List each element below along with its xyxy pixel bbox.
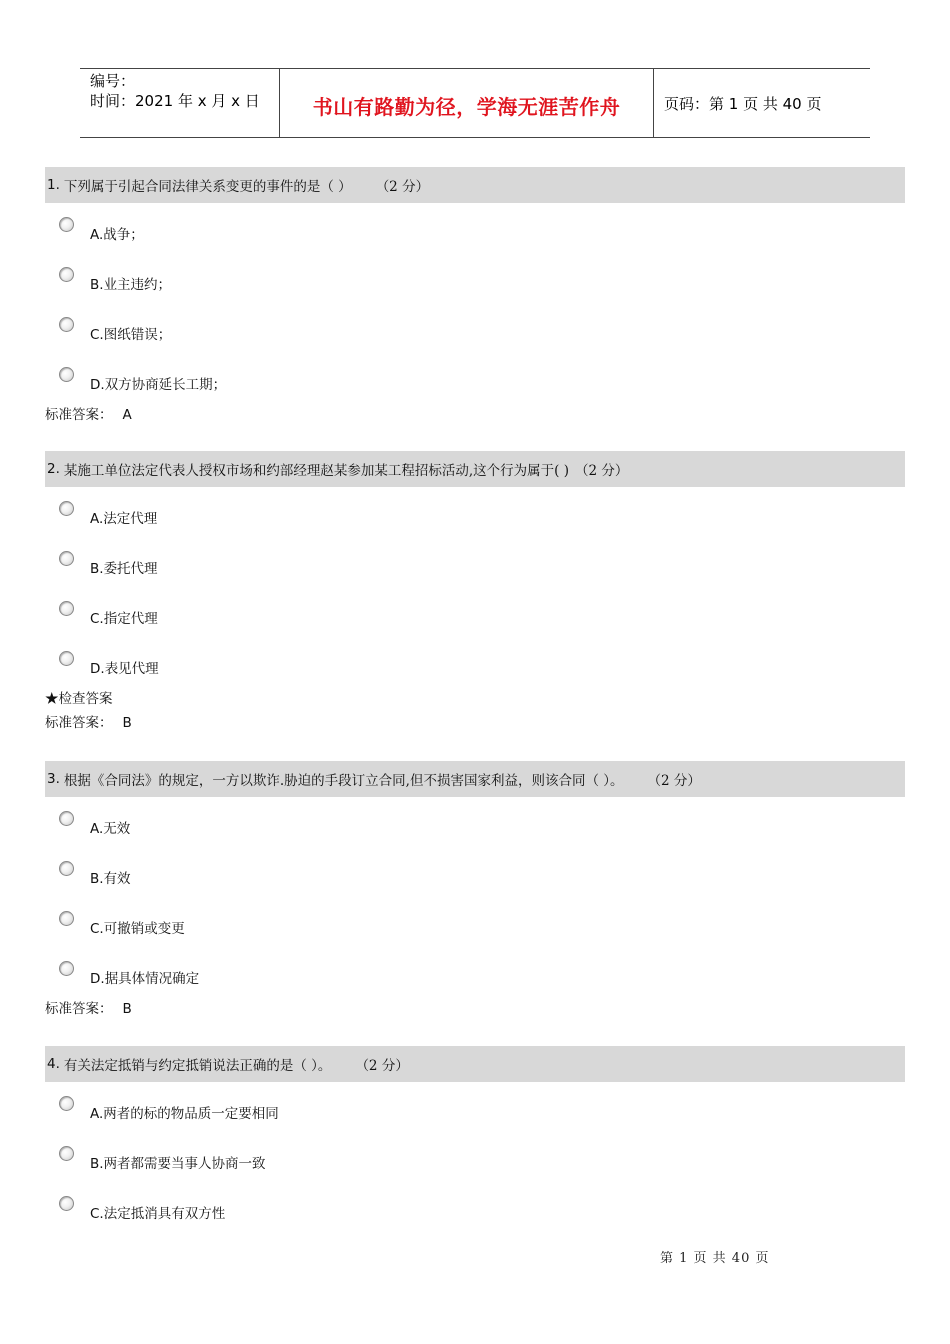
option-label: 法定代理 xyxy=(103,511,158,527)
option-letter: B. xyxy=(90,1156,104,1172)
radio-button[interactable] xyxy=(59,1096,74,1111)
answer-value: B xyxy=(122,1001,132,1017)
option-b[interactable] xyxy=(45,537,905,587)
header-meta xyxy=(80,69,280,137)
radio-button[interactable] xyxy=(59,501,74,516)
option-letter: B. xyxy=(90,277,104,293)
question-number: 2. xyxy=(47,461,60,477)
radio-button[interactable] xyxy=(59,861,74,876)
check-answer-link[interactable]: ★检查答案 xyxy=(45,691,113,707)
option-c[interactable] xyxy=(45,897,905,947)
option-label: 两者的标的物品质一定要相同 xyxy=(103,1106,279,1122)
question-text: 根据《合同法》的规定，一方以欺诈.胁迫的手段订立合同,但不损害国家利益，则该合同（ ）。 xyxy=(63,773,624,789)
question-text: 某施工单位法定代表人授权市场和约部经理赵某参加某工程招标活动,这个行为属于( ) xyxy=(63,463,570,479)
option-d[interactable] xyxy=(45,637,905,687)
option-label: 两者都需要当事人协商一致 xyxy=(103,1156,266,1172)
option-label: 双方协商延长工期； xyxy=(104,377,227,393)
option-letter: A. xyxy=(90,821,104,837)
option-letter: C. xyxy=(90,921,104,937)
question-text: 有关法定抵销与约定抵销说法正确的是（ ）。 xyxy=(63,1058,332,1074)
option-label: 战争； xyxy=(103,227,144,243)
option-b[interactable] xyxy=(45,847,905,897)
question-bar xyxy=(45,451,905,487)
option-c[interactable] xyxy=(45,303,905,353)
option-label: 委托代理 xyxy=(103,561,158,577)
standard-answer xyxy=(45,997,905,1021)
option-label: 指定代理 xyxy=(103,611,158,627)
radio-button[interactable] xyxy=(59,1146,74,1161)
option-label: 表见代理 xyxy=(104,661,159,677)
option-letter: B. xyxy=(90,871,104,887)
standard-answer xyxy=(45,711,905,735)
standard-answer xyxy=(45,403,905,427)
question-1 xyxy=(45,167,905,427)
option-letter: C. xyxy=(90,327,104,343)
question-score: （2 分） xyxy=(647,773,701,789)
answer-label: 标准答案： xyxy=(45,715,113,731)
radio-button[interactable] xyxy=(59,961,74,976)
radio-button[interactable] xyxy=(59,911,74,926)
radio-button[interactable] xyxy=(59,367,74,382)
radio-button[interactable] xyxy=(59,317,74,332)
radio-button[interactable] xyxy=(59,811,74,826)
radio-button[interactable] xyxy=(59,551,74,566)
option-d[interactable] xyxy=(45,353,905,403)
option-letter: B. xyxy=(90,561,104,577)
option-a[interactable] xyxy=(45,797,905,847)
radio-button[interactable] xyxy=(59,267,74,282)
question-3 xyxy=(45,761,905,1021)
option-c[interactable] xyxy=(45,1182,905,1232)
page-footer: 第 1 页 共 40 页 xyxy=(660,1251,770,1266)
option-b[interactable] xyxy=(45,1132,905,1182)
option-label: 图纸错误； xyxy=(103,327,172,343)
option-letter: C. xyxy=(90,1206,104,1222)
option-d[interactable] xyxy=(45,947,905,997)
answer-value: A xyxy=(122,407,132,423)
option-letter: A. xyxy=(90,1106,104,1122)
option-letter: D. xyxy=(90,377,105,393)
radio-button[interactable] xyxy=(59,1196,74,1211)
option-letter: D. xyxy=(90,971,105,987)
header-motto: 书山有路勤为径，学海无涯苦作舟 xyxy=(280,69,654,137)
option-label: 业主违约； xyxy=(103,277,172,293)
option-c[interactable] xyxy=(45,587,905,637)
serial-label: 编号： xyxy=(90,72,136,90)
answer-label: 标准答案： xyxy=(45,1001,113,1017)
answer-value: B xyxy=(122,715,132,731)
question-number: 4. xyxy=(47,1056,60,1072)
option-letter: A. xyxy=(90,227,104,243)
option-letter: C. xyxy=(90,611,104,627)
question-score: （2 分） xyxy=(575,463,629,479)
option-b[interactable] xyxy=(45,253,905,303)
option-label: 有效 xyxy=(103,871,131,887)
document-header xyxy=(80,68,870,138)
option-a[interactable] xyxy=(45,1082,905,1132)
question-text: 下列属于引起合同法律关系变更的事件的是（ ） xyxy=(63,179,352,195)
time-label: 时间：2021 年 x 月 x 日 xyxy=(90,92,260,110)
option-label: 据具体情况确定 xyxy=(104,971,200,987)
answer-label: 标准答案： xyxy=(45,407,113,423)
question-number: 3. xyxy=(47,771,60,787)
option-label: 可撤销或变更 xyxy=(103,921,185,937)
question-number: 1. xyxy=(47,177,60,193)
radio-button[interactable] xyxy=(59,217,74,232)
radio-button[interactable] xyxy=(59,601,74,616)
question-bar xyxy=(45,761,905,797)
radio-button[interactable] xyxy=(59,651,74,666)
option-letter: D. xyxy=(90,661,105,677)
question-2 xyxy=(45,451,905,735)
question-bar xyxy=(45,167,905,203)
header-page-info: 页码：第 1 页 共 40 页 xyxy=(664,94,822,113)
option-label: 法定抵消具有双方性 xyxy=(103,1206,226,1222)
option-label: 无效 xyxy=(103,821,131,837)
option-a[interactable] xyxy=(45,487,905,537)
option-a[interactable] xyxy=(45,203,905,253)
option-letter: A. xyxy=(90,511,104,527)
question-score: （2 分） xyxy=(355,1058,409,1074)
question-bar xyxy=(45,1046,905,1082)
question-4 xyxy=(45,1046,905,1232)
question-score: （2 分） xyxy=(375,179,430,195)
